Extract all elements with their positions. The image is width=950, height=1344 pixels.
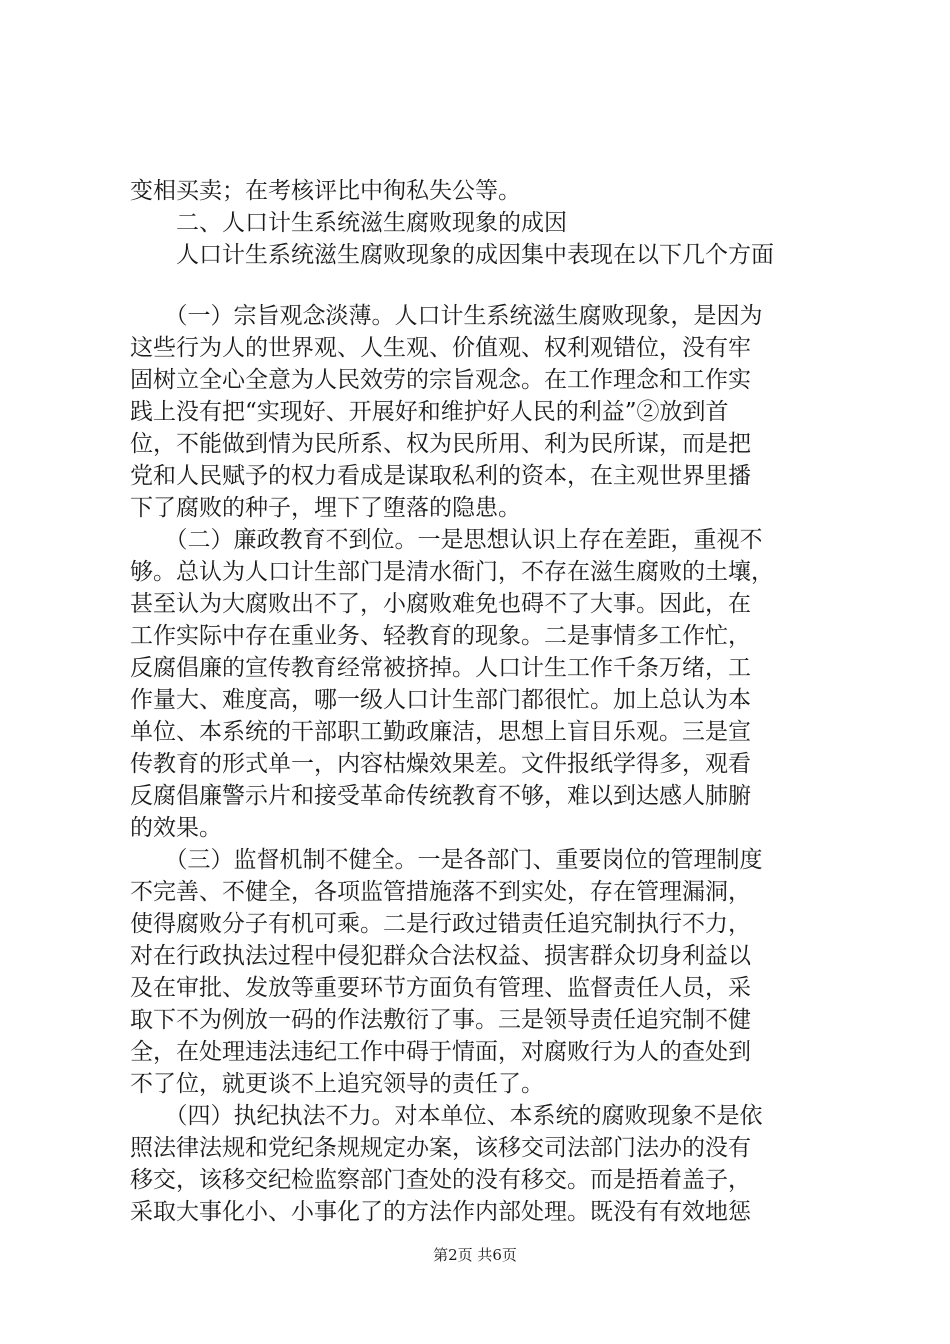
body-text-line: 够。总认为人口计生部门是清水衙门，不存在滋生腐败的土壤，: [130, 559, 774, 585]
body-text-line: 工作实际中存在重业务、轻教育的现象。二是事情多工作忙，: [130, 623, 751, 649]
section-heading: 二、人口计生系统滋生腐败现象的成因: [130, 210, 567, 236]
body-text-line: 采取大事化小、小事化了的方法作内部处理。既没有有效地惩: [130, 1199, 751, 1225]
body-text-line: 取下不为例放一码的作法敷衍了事。三是领导责任追究制不健: [130, 1007, 751, 1033]
body-text-line: 践上没有把“实现好、开展好和维护好人民的利益”②放到首: [130, 399, 729, 425]
body-text-line: （三）监督机制不健全。一是各部门、重要岗位的管理制度: [130, 847, 763, 873]
body-text-line: 移交，该移交纪检监察部门查处的没有移交。而是捂着盖子，: [130, 1167, 751, 1193]
page-footer: 第2页 共6页: [433, 1246, 517, 1264]
body-text-line: 传教育的形式单一，内容枯燥效果差。文件报纸学得多，观看: [130, 751, 751, 777]
body-text-line: 及在审批、发放等重要环节方面负有管理、监督责任人员，采: [130, 975, 751, 1001]
body-text-line: 位，不能做到情为民所系、权为民所用、利为民所谋，而是把: [130, 431, 751, 457]
body-text-line: 固树立全心全意为人民效劳的宗旨观念。在工作理念和工作实: [130, 367, 751, 393]
body-text-line: （一）宗旨观念淡薄。人口计生系统滋生腐败现象，是因为: [130, 303, 763, 329]
body-text-line: 反腐倡廉警示片和接受革命传统教育不够，难以到达感人肺腑: [130, 783, 751, 809]
body-text-line: 对在行政执法过程中侵犯群众合法权益、损害群众切身利益以: [130, 943, 751, 969]
body-text-line: 作量大、难度高，哪一级人口计生部门都很忙。加上总认为本: [130, 687, 751, 713]
body-text-line: （二）廉政教育不到位。一是思想认识上存在差距，重视不: [130, 527, 763, 553]
body-text-line: 甚至认为大腐败出不了，小腐败难免也碍不了大事。因此，在: [130, 591, 751, 617]
body-text-line: 不完善、不健全，各项监管措施落不到实处，存在管理漏洞，: [130, 879, 751, 905]
body-text-line: 照法律法规和党纪条规规定办案，该移交司法部门法办的没有: [130, 1135, 751, 1161]
body-text-line: 这些行为人的世界观、人生观、价值观、权利观错位，没有牢: [130, 335, 751, 361]
body-text-line: 人口计生系统滋生腐败现象的成因集中表现在以下几个方面: [130, 242, 774, 268]
body-text-line: 不了位，就更谈不上追究领导的责任了。: [130, 1071, 544, 1097]
body-text-line: 单位、本系统的干部职工勤政廉洁，思想上盲目乐观。三是宣: [130, 719, 751, 745]
body-text-line: 党和人民赋予的权力看成是谋取私利的资本，在主观世界里播: [130, 463, 751, 489]
body-text-line: 使得腐败分子有机可乘。二是行政过错责任追究制执行不力，: [130, 911, 751, 937]
body-text-line: 的效果。: [130, 815, 222, 841]
body-text-line: 变相买卖；在考核评比中徇私失公等。: [130, 178, 521, 204]
body-text-line: 反腐倡廉的宣传教育经常被挤掉。人口计生工作千条万绪，工: [130, 655, 751, 681]
blank-line: [130, 271, 830, 303]
body-text-line: 全，在处理违法违纪工作中碍于情面，对腐败行为人的查处到: [130, 1039, 751, 1065]
body-text-line: （四）执纪执法不力。对本单位、本系统的腐败现象不是依: [130, 1103, 763, 1129]
body-text-line: 下了腐败的种子，埋下了堕落的隐患。: [130, 495, 521, 521]
